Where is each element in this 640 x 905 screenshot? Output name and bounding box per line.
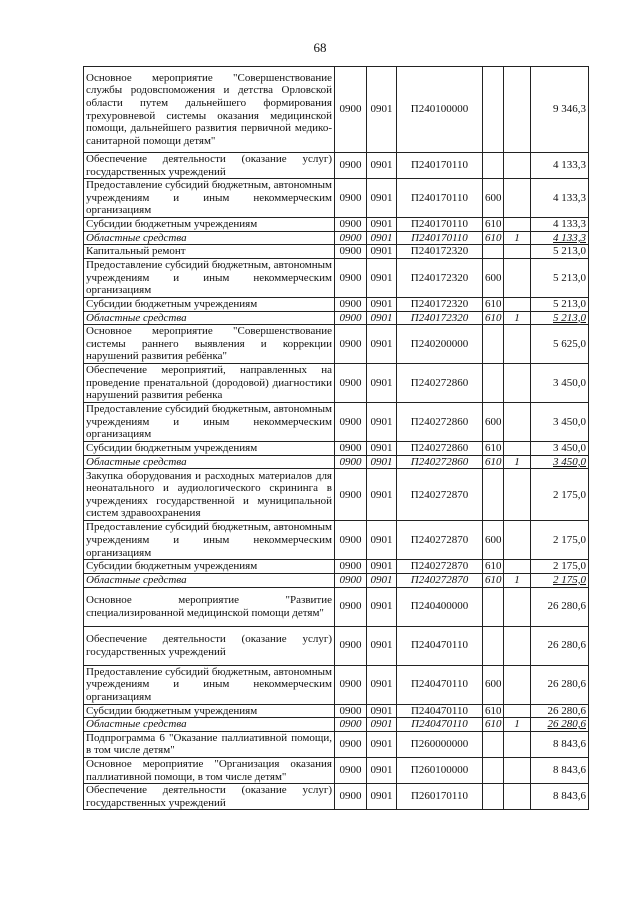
row-code-2: 0901 <box>367 364 397 403</box>
row-source-code: 1 <box>504 573 531 587</box>
row-expense-type: 610 <box>483 231 504 245</box>
row-code-2: 0901 <box>367 218 397 232</box>
row-amount: 3 450,0 <box>531 442 589 456</box>
row-expense-type <box>483 325 504 364</box>
row-expense-type: 610 <box>483 573 504 587</box>
row-code-2: 0901 <box>367 626 397 665</box>
row-name: Обеспечение деятельности (оказание услуг) государственных учреждений <box>84 153 335 179</box>
row-target-code: П240470110 <box>397 704 483 718</box>
row-source-code <box>504 521 531 560</box>
row-name: Закупка оборудования и расходных материалов для неонатального и аудиологического скрининга в учреждениях государственной и муниципальной систем здравоохранения <box>84 469 335 521</box>
table-row <box>84 231 589 245</box>
row-name: Субсидии бюджетным учреждениям <box>84 704 335 718</box>
row-source-code <box>504 442 531 456</box>
row-code-1: 0900 <box>335 67 367 153</box>
row-name: Предоставление субсидий бюджетным, автономным учреждениям и иным некоммерческим организациям <box>84 403 335 442</box>
row-target-code: П240170110 <box>397 218 483 232</box>
row-target-code: П240400000 <box>397 587 483 626</box>
row-name: Областные средства <box>84 718 335 732</box>
row-target-code: П240172320 <box>397 258 483 297</box>
table-row <box>84 218 589 232</box>
row-amount: 26 280,6 <box>531 626 589 665</box>
row-code-2: 0901 <box>367 455 397 469</box>
table-row <box>84 469 589 521</box>
row-target-code: П240170110 <box>397 153 483 179</box>
row-code-2: 0901 <box>367 665 397 704</box>
row-target-code: П240272860 <box>397 364 483 403</box>
row-source-code <box>504 325 531 364</box>
row-source-code <box>504 67 531 153</box>
row-code-1: 0900 <box>335 469 367 521</box>
row-code-2: 0901 <box>367 521 397 560</box>
row-code-2: 0901 <box>367 587 397 626</box>
row-amount: 8 843,6 <box>531 757 589 783</box>
row-target-code: П240272870 <box>397 560 483 574</box>
row-source-code <box>504 587 531 626</box>
table-row <box>84 521 589 560</box>
row-amount: 5 213,0 <box>531 245 589 259</box>
row-target-code: П240272860 <box>397 442 483 456</box>
table-row <box>84 153 589 179</box>
table-row <box>84 573 589 587</box>
row-target-code: П240172320 <box>397 245 483 259</box>
table-row <box>84 442 589 456</box>
row-code-1: 0900 <box>335 218 367 232</box>
row-amount: 26 280,6 <box>531 718 589 732</box>
row-amount: 26 280,6 <box>531 587 589 626</box>
row-expense-type: 610 <box>483 718 504 732</box>
row-amount: 9 346,3 <box>531 67 589 153</box>
table-row <box>84 757 589 783</box>
row-source-code <box>504 179 531 218</box>
row-source-code: 1 <box>504 231 531 245</box>
row-amount: 8 843,6 <box>531 731 589 757</box>
table-row <box>84 626 589 665</box>
row-amount: 4 133,3 <box>531 153 589 179</box>
table-row <box>84 258 589 297</box>
budget-table <box>83 66 589 810</box>
row-amount: 2 175,0 <box>531 469 589 521</box>
row-target-code: П240200000 <box>397 325 483 364</box>
row-target-code: П240170110 <box>397 231 483 245</box>
row-expense-type <box>483 784 504 810</box>
row-code-2: 0901 <box>367 560 397 574</box>
row-name: Областные средства <box>84 311 335 325</box>
row-source-code <box>504 757 531 783</box>
row-source-code <box>504 258 531 297</box>
row-amount: 3 450,0 <box>531 364 589 403</box>
row-target-code: П240272860 <box>397 403 483 442</box>
row-amount: 26 280,6 <box>531 665 589 704</box>
row-expense-type: 600 <box>483 521 504 560</box>
table-row <box>84 587 589 626</box>
row-name: Предоставление субсидий бюджетным, автономным учреждениям и иным некоммерческим организациям <box>84 179 335 218</box>
row-source-code <box>504 218 531 232</box>
row-name: Предоставление субсидий бюджетным, автономным учреждениям и иным некоммерческим организациям <box>84 258 335 297</box>
row-code-1: 0900 <box>335 573 367 587</box>
row-name: Основное мероприятие "Совершенствование службы родовспоможения и детства Орловской области путем дальнейшего формирования трехуровневой системы оказания медицинской помощи, дальнейшего развития первичной медико-санитарной помощи детям" <box>84 67 335 153</box>
row-source-code: 1 <box>504 311 531 325</box>
row-target-code: П260100000 <box>397 757 483 783</box>
row-name: Субсидии бюджетным учреждениям <box>84 442 335 456</box>
row-name: Областные средства <box>84 573 335 587</box>
row-source-code <box>504 731 531 757</box>
row-target-code: П240170110 <box>397 179 483 218</box>
row-expense-type <box>483 587 504 626</box>
table-row <box>84 560 589 574</box>
row-target-code: П240272870 <box>397 573 483 587</box>
row-source-code <box>504 245 531 259</box>
row-expense-type <box>483 67 504 153</box>
row-code-1: 0900 <box>335 364 367 403</box>
row-source-code <box>504 784 531 810</box>
row-expense-type <box>483 245 504 259</box>
row-code-2: 0901 <box>367 325 397 364</box>
row-expense-type: 600 <box>483 258 504 297</box>
row-expense-type: 600 <box>483 665 504 704</box>
row-name: Субсидии бюджетным учреждениям <box>84 218 335 232</box>
row-source-code <box>504 626 531 665</box>
row-amount: 2 175,0 <box>531 560 589 574</box>
row-source-code: 1 <box>504 718 531 732</box>
row-amount: 4 133,3 <box>531 231 589 245</box>
row-expense-type: 610 <box>483 442 504 456</box>
row-target-code: П240100000 <box>397 67 483 153</box>
row-expense-type: 610 <box>483 311 504 325</box>
row-name: Субсидии бюджетным учреждениям <box>84 297 335 311</box>
row-amount: 8 843,6 <box>531 784 589 810</box>
row-code-2: 0901 <box>367 469 397 521</box>
row-source-code <box>504 469 531 521</box>
row-target-code: П240172320 <box>397 297 483 311</box>
row-code-2: 0901 <box>367 731 397 757</box>
row-target-code: П240272870 <box>397 521 483 560</box>
row-code-2: 0901 <box>367 704 397 718</box>
row-source-code <box>504 297 531 311</box>
row-code-1: 0900 <box>335 704 367 718</box>
row-amount: 5 213,0 <box>531 311 589 325</box>
row-amount: 4 133,3 <box>531 179 589 218</box>
row-code-1: 0900 <box>335 258 367 297</box>
row-expense-type <box>483 731 504 757</box>
row-code-1: 0900 <box>335 442 367 456</box>
row-expense-type: 600 <box>483 403 504 442</box>
row-code-2: 0901 <box>367 442 397 456</box>
row-code-1: 0900 <box>335 757 367 783</box>
table-row <box>84 67 589 153</box>
table-row <box>84 731 589 757</box>
table-row <box>84 325 589 364</box>
row-expense-type: 610 <box>483 455 504 469</box>
row-source-code <box>504 560 531 574</box>
row-name: Обеспечение деятельности (оказание услуг) государственных учреждений <box>84 626 335 665</box>
row-name: Предоставление субсидий бюджетным, автономным учреждениям и иным некоммерческим организациям <box>84 665 335 704</box>
row-code-1: 0900 <box>335 718 367 732</box>
row-source-code: 1 <box>504 455 531 469</box>
row-source-code <box>504 403 531 442</box>
row-code-1: 0900 <box>335 731 367 757</box>
row-target-code: П240470110 <box>397 718 483 732</box>
row-amount: 5 625,0 <box>531 325 589 364</box>
table-row <box>84 718 589 732</box>
row-code-1: 0900 <box>335 153 367 179</box>
row-expense-type <box>483 153 504 179</box>
row-expense-type <box>483 469 504 521</box>
row-amount: 2 175,0 <box>531 573 589 587</box>
row-target-code: П240470110 <box>397 626 483 665</box>
row-source-code <box>504 364 531 403</box>
row-code-2: 0901 <box>367 153 397 179</box>
row-name: Обеспечение деятельности (оказание услуг) государственных учреждений <box>84 784 335 810</box>
row-name: Основное мероприятие "Совершенствование системы раннего выявления и коррекции нарушений развития ребёнка" <box>84 325 335 364</box>
row-code-1: 0900 <box>335 784 367 810</box>
row-amount: 26 280,6 <box>531 704 589 718</box>
table-row <box>84 704 589 718</box>
row-name: Основное мероприятие "Развитие специализированной медицинской помощи детям" <box>84 587 335 626</box>
row-code-2: 0901 <box>367 231 397 245</box>
row-expense-type <box>483 364 504 403</box>
row-code-1: 0900 <box>335 245 367 259</box>
row-code-2: 0901 <box>367 403 397 442</box>
table-row <box>84 311 589 325</box>
row-code-1: 0900 <box>335 521 367 560</box>
row-code-1: 0900 <box>335 626 367 665</box>
row-name: Областные средства <box>84 455 335 469</box>
row-amount: 4 133,3 <box>531 218 589 232</box>
row-expense-type: 610 <box>483 297 504 311</box>
table-row <box>84 455 589 469</box>
row-target-code: П260170110 <box>397 784 483 810</box>
row-code-2: 0901 <box>367 784 397 810</box>
budget-table-body <box>84 67 589 810</box>
row-code-2: 0901 <box>367 245 397 259</box>
table-row <box>84 784 589 810</box>
row-amount: 3 450,0 <box>531 455 589 469</box>
row-target-code: П260000000 <box>397 731 483 757</box>
row-name: Подпрограмма 6 "Оказание паллиативной помощи, в том числе детям" <box>84 731 335 757</box>
row-name: Основное мероприятие "Организация оказания паллиативной помощи, в том числе детям" <box>84 757 335 783</box>
row-name: Капитальный ремонт <box>84 245 335 259</box>
row-code-1: 0900 <box>335 325 367 364</box>
row-code-2: 0901 <box>367 258 397 297</box>
row-source-code <box>504 665 531 704</box>
row-target-code: П240272860 <box>397 455 483 469</box>
row-name: Предоставление субсидий бюджетным, автономным учреждениям и иным некоммерческим организациям <box>84 521 335 560</box>
row-code-1: 0900 <box>335 231 367 245</box>
row-expense-type: 610 <box>483 704 504 718</box>
row-target-code: П240470110 <box>397 665 483 704</box>
table-row <box>84 245 589 259</box>
row-expense-type <box>483 626 504 665</box>
row-amount: 3 450,0 <box>531 403 589 442</box>
row-source-code <box>504 153 531 179</box>
row-code-2: 0901 <box>367 297 397 311</box>
row-expense-type: 610 <box>483 218 504 232</box>
row-code-1: 0900 <box>335 297 367 311</box>
table-row <box>84 665 589 704</box>
row-target-code: П240172320 <box>397 311 483 325</box>
row-code-2: 0901 <box>367 311 397 325</box>
row-expense-type: 610 <box>483 560 504 574</box>
table-row <box>84 179 589 218</box>
row-expense-type: 600 <box>483 179 504 218</box>
row-target-code: П240272870 <box>397 469 483 521</box>
row-expense-type <box>483 757 504 783</box>
row-source-code <box>504 704 531 718</box>
row-amount: 2 175,0 <box>531 521 589 560</box>
row-amount: 5 213,0 <box>531 258 589 297</box>
row-name: Обеспечение мероприятий, направленных на проведение пренатальной (дородовой) диагностики нарушений развития ребенка <box>84 364 335 403</box>
row-name: Субсидии бюджетным учреждениям <box>84 560 335 574</box>
table-row <box>84 297 589 311</box>
row-code-2: 0901 <box>367 757 397 783</box>
row-code-1: 0900 <box>335 455 367 469</box>
row-amount: 5 213,0 <box>531 297 589 311</box>
row-code-1: 0900 <box>335 311 367 325</box>
row-code-2: 0901 <box>367 718 397 732</box>
table-row <box>84 364 589 403</box>
row-code-1: 0900 <box>335 665 367 704</box>
row-code-1: 0900 <box>335 587 367 626</box>
row-code-2: 0901 <box>367 179 397 218</box>
row-name: Областные средства <box>84 231 335 245</box>
row-code-1: 0900 <box>335 403 367 442</box>
row-code-1: 0900 <box>335 560 367 574</box>
row-code-2: 0901 <box>367 573 397 587</box>
page-number: 68 <box>313 40 327 55</box>
row-code-1: 0900 <box>335 179 367 218</box>
row-code-2: 0901 <box>367 67 397 153</box>
table-row <box>84 403 589 442</box>
